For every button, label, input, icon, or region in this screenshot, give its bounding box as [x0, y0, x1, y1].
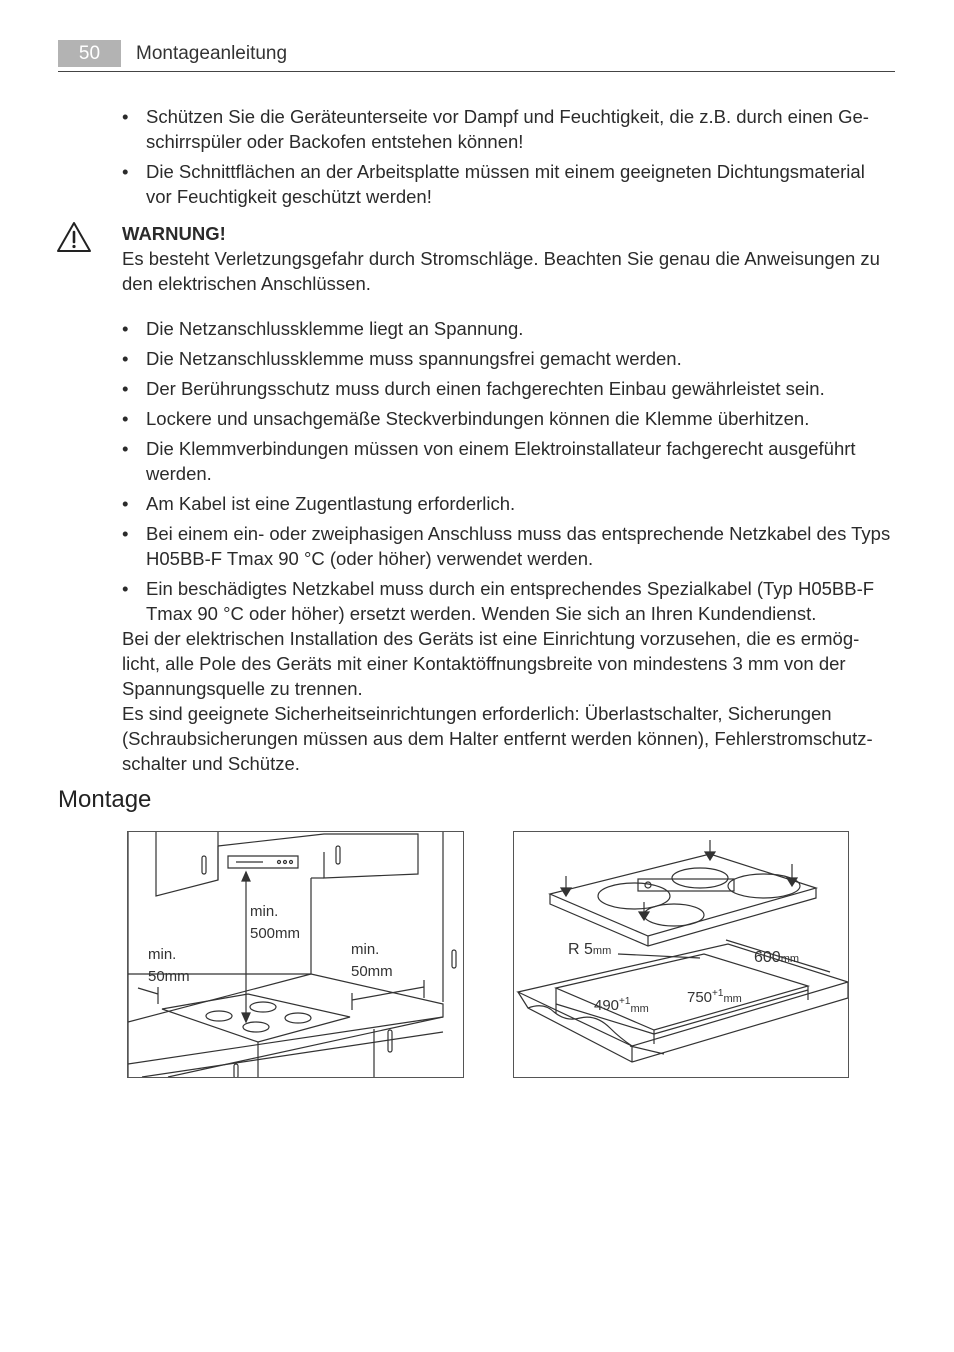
list-item: • Die Netzanschlussklemme liegt an Spannung. — [122, 316, 892, 341]
running-title: Montageanleitung — [136, 43, 288, 64]
paragraph: Es sind geeignete Sicherheitseinrichtungen erforderlich: Überlastschalter, Sicherungen (Schraubsicherungen müssen aus dem Halter entfernt werden können), Fehlerstromschutz-schalter und Schütze. — [122, 703, 873, 774]
width-unit: mm — [630, 1003, 649, 1015]
section-title: Montage — [58, 786, 152, 813]
depth-value: 600 — [754, 949, 781, 966]
list-item: • Ein beschädigtes Netzkabel muss durch ein entsprechendes Spezialkabel (Typ H05BB-F Tmax 90 °C oder höher) ersetzt werden. Wenden Sie sich an Ihren Kundendienst. — [122, 576, 892, 626]
warning-block — [122, 221, 892, 296]
svg-text:750+1mm — [687, 988, 742, 1006]
list-item: • Der Berührungsschutz muss durch einen fachgerechten Einbau gewährleistet sein. — [122, 376, 892, 401]
radius-unit: mm — [592, 945, 612, 957]
depth-unit: mm — [780, 953, 800, 965]
clearance-right-label-line2: 50mm — [351, 963, 393, 980]
clearance-top-label-line1: min. — [250, 903, 279, 920]
radius-label: R 5 — [568, 941, 593, 958]
main-content — [122, 104, 892, 776]
width-tolerance: +1 — [619, 996, 631, 1007]
list-item: • Am Kabel ist eine Zugentlastung erforderlich. — [122, 491, 892, 516]
svg-text:490+1mm — [594, 996, 649, 1015]
clearance-top-label-line2: 500mm — [250, 925, 301, 942]
list-item: • Lockere und unsachgemäße Steckverbindungen können die Klemme überhitzen. — [122, 406, 892, 431]
length-value: 750 — [687, 989, 713, 1006]
cutout-figure — [513, 831, 849, 1078]
warning-triangle-icon — [56, 221, 92, 253]
clearance-drawing — [128, 832, 463, 1077]
cutout-drawing — [514, 832, 848, 1077]
clearance-right-label-line1: min. — [351, 941, 380, 958]
page-header — [58, 40, 895, 72]
paragraph: Bei der elektrischen Installation des Geräts ist eine Einrichtung vorzusehen, die es ermög-licht, alle Pole des Geräts mit einer Kontaktöffnungsbreite von mindestens 3 mm von der Spannungsquelle zu trennen. — [122, 628, 860, 699]
clearance-left-label-line1: min. — [148, 946, 177, 963]
length-unit: mm — [723, 993, 742, 1005]
svg-text:600mm — [754, 949, 799, 966]
clearance-left-label-line2: 50mm — [148, 968, 190, 985]
page-number: 50 — [58, 40, 121, 67]
list-item: • Die Schnittflächen an der Arbeitsplatte müssen mit einem geeigneten Dichtungsmaterial vor Feuchtigkeit geschützt werden! — [122, 159, 892, 209]
clearance-figure — [127, 831, 464, 1078]
length-tolerance: +1 — [712, 988, 724, 999]
svg-text:R 5mm — [568, 941, 611, 958]
list-item: • Die Netzanschlussklemme muss spannungsfrei gemacht werden. — [122, 346, 892, 371]
width-value: 490 — [594, 997, 620, 1014]
warning-title: WARNUNG! — [122, 223, 226, 244]
list-item: • Schützen Sie die Geräteunterseite vor Dampf und Feuchtigkeit, die z.B. durch einen Ge-schirrspüler oder Backofen entstehen können! — [122, 104, 892, 154]
list-item: • Die Klemmverbindungen müssen von einem Elektroinstallateur fachgerecht ausgeführt werden. — [122, 436, 892, 486]
list-item: • Bei einem ein- oder zweiphasigen Anschluss muss das entsprechende Netzkabel des Typs H05BB-F Tmax 90 °C (oder höher) verwendet werden. — [122, 521, 892, 571]
warning-text: Es besteht Verletzungsgefahr durch Stromschläge. Beachten Sie genau die Anweisungen zu den elektrischen Anschlüssen. — [122, 248, 880, 294]
